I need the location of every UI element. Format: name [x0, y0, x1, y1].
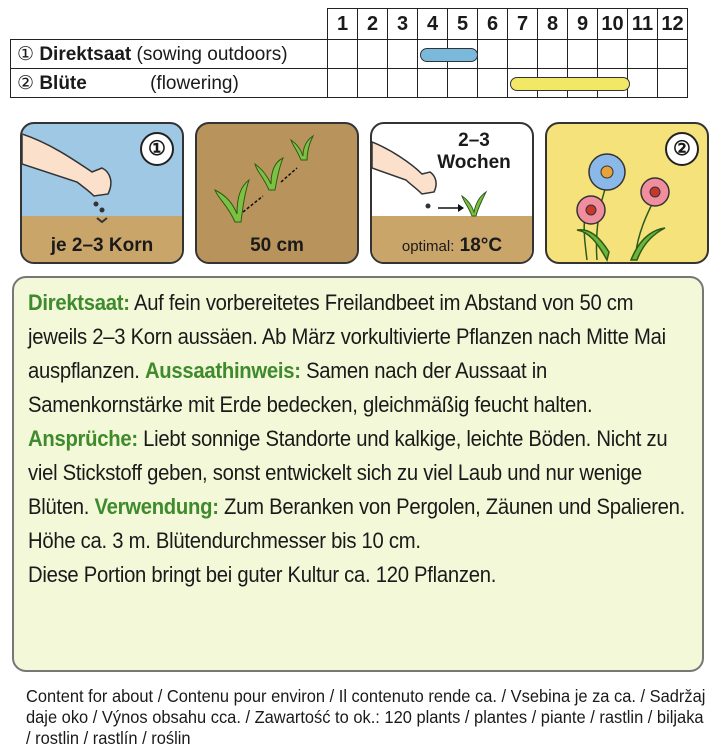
- month-1: 1: [328, 9, 358, 40]
- month-header-row: [11, 9, 688, 40]
- month-5: 5: [448, 9, 478, 40]
- month-7: 7: [508, 9, 538, 40]
- month-8: 8: [538, 9, 568, 40]
- row-number-icon: ②: [17, 72, 35, 94]
- month-6: 6: [478, 9, 508, 40]
- portion-note: Diese Portion bringt bei guter Kultur ca. 120 Pflanzen.: [28, 562, 497, 587]
- step-2-icon: ②: [665, 132, 699, 166]
- panel-caption-seeds: je 2–3 Korn: [22, 230, 182, 262]
- month-10: 10: [598, 9, 628, 40]
- panel-germination: [370, 122, 534, 264]
- panel-caption-distance: 50 cm: [197, 230, 357, 262]
- germination-time: 2–3 Wochen: [437, 130, 511, 173]
- heading-verwendung: Verwendung:: [94, 494, 219, 519]
- description-box: [12, 276, 704, 672]
- heading-aussaathinweis: Aussaathinweis:: [144, 358, 301, 383]
- month-calendar-table: [10, 8, 688, 98]
- month-2: 2: [358, 9, 388, 40]
- step-1-icon: ①: [140, 132, 174, 166]
- description-text: Direktsaat: Auf fein vorbereitetes Freilandbeet im Abstand von 50 cm jeweils 2–3 Korn aussäen. Ab März vorkultivierte Pflanzen nach Mitte Mai auspflanzen. Aussaathinweis: Samen nach der Aussaat in Samenkornstärke mit Erde bedecken, gleichmäßig feucht halten. Ansprüche: Liebt sonnige Standorte und kalkige, leichte Böden. Nicht zu viel Stickstoff geben, sonst entwickelt sich zu viel Laub und nur wenige Blüten. Verwendung: Zum Beranken von Pergolen, Zäunen und Spalieren. Höhe ca. 3 m. Blütendurchmesser bis 10 cm. Diese Portion bringt bei guter Kultur ca. 120 Pflanzen.: [28, 290, 686, 587]
- row-number-icon: ①: [17, 43, 35, 65]
- month-12: 12: [658, 9, 688, 40]
- panel-flowering: [545, 122, 709, 264]
- sowing-calendar: [0, 0, 718, 272]
- panel-sowing: [20, 122, 184, 264]
- content-footer: Content for about / Contenu pour environ / Il contenuto rende ca. / Vsebina je za ca. / Sadržaj daje oko / Výnos obsahu cca. / Zawartość to ok.: 120 plants / plantes / piante / rastlin / biljaka / rostlin / rastlín / roślin: [26, 686, 706, 748]
- month-11: 11: [628, 9, 658, 40]
- month-3: 3: [388, 9, 418, 40]
- heading-ansprueche: Ansprüche:: [28, 426, 138, 451]
- row-direktsaat: [11, 40, 688, 69]
- month-9: 9: [568, 9, 598, 40]
- panel-spacing: [195, 122, 359, 264]
- panel-caption-temperature: optimal: 18°C: [372, 230, 532, 262]
- row-label-bluete: ② Blüte (flowering): [11, 69, 328, 98]
- row-label-direktsaat: ① Direktsaat (sowing outdoors): [11, 40, 328, 69]
- heading-direktsaat: Direktsaat:: [28, 290, 130, 315]
- flowering-bar: [510, 77, 630, 91]
- row-bluete: [11, 69, 688, 98]
- month-4: 4: [418, 9, 448, 40]
- sowing-bar: [420, 48, 478, 62]
